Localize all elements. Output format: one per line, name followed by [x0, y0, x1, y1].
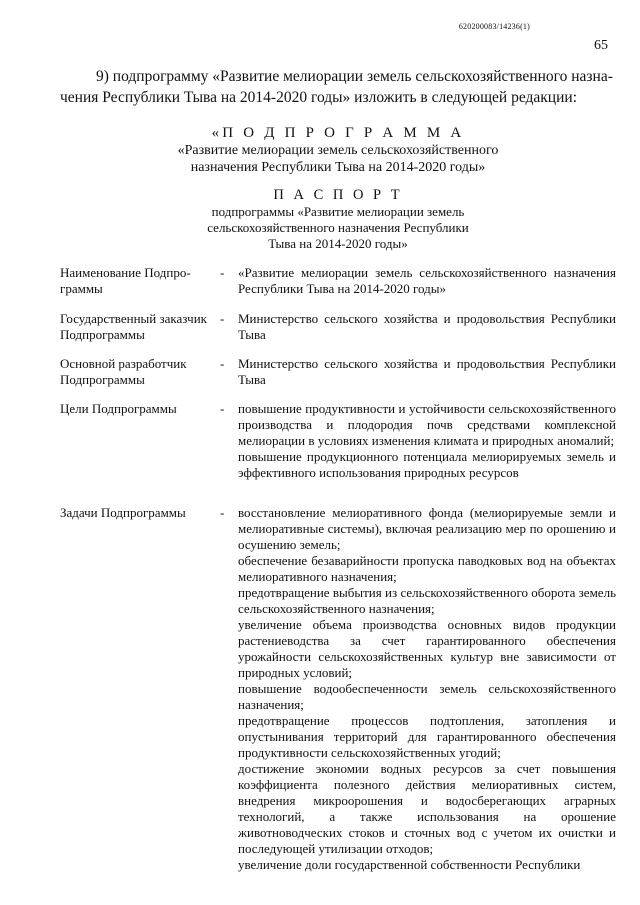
- row-label: [60, 311, 210, 343]
- subprogram-name-line-1: «Развитие мелиорации земель сельскохозяйственного: [177, 143, 499, 158]
- value-paragraph: «Развитие мелиорации земель сельскохозяйственного назначения Республики Тыва на 2014-2020 годы»: [238, 265, 616, 296]
- row-label-line-2: Подпрограммы: [60, 327, 145, 342]
- subprogram-title: «П О Д П Р О Г Р А М М А: [211, 125, 465, 141]
- row-value: [238, 401, 616, 481]
- row-label-line-1: Основной разработчик: [60, 356, 187, 371]
- passport-subtitle-line-1: подпрограммы «Развитие мелиорации земель: [211, 204, 465, 219]
- intro-paragraph: [60, 66, 616, 108]
- page-number: 65: [594, 38, 608, 53]
- document-code: 620200083/14236(1): [458, 22, 530, 31]
- row-label-line-1: Государственный заказчик: [60, 311, 207, 326]
- subprogram-name-line-2: назначения Республики Тыва на 2014-2020 годы»: [190, 160, 486, 175]
- row-dash: -: [220, 505, 225, 520]
- value-paragraph: повышение водообеспеченности земель сельскохозяйственного назначения;: [238, 681, 616, 712]
- row-label-line-1: Цели Подпрограммы: [60, 401, 177, 416]
- row-label: [60, 401, 210, 417]
- row-label: [60, 505, 210, 521]
- passport-heading: [60, 186, 616, 252]
- row-value: [238, 311, 616, 343]
- row-value: [238, 505, 616, 873]
- value-paragraph: Министерство сельского хозяйства и продовольствия Республики Тыва: [238, 356, 616, 387]
- value-paragraph: увеличение объема производства основных видов продукции растениеводства за счет гарантированного обеспечения урожайности сельскохозяйственных культур вне зависимости от природных условий;: [238, 617, 616, 680]
- value-paragraph: восстановление мелиоративного фонда (мелиорируемые земли и мелиоративные системы), включая реализацию мер по орошению и осушению земель;: [238, 505, 616, 552]
- subprogram-heading: [60, 124, 616, 176]
- passport-subtitle-line-3: Тыва на 2014-2020 годы»: [268, 236, 408, 251]
- value-paragraph: достижение экономии водных ресурсов за счет повышения коэффициента полезного действия мелиоративных систем, внедрения микроорошения и водосберегающих аграрных технологий, а также использования на орошение животноводческих стоков и сточных вод с учетом их очистки и последующей утилизации отходов;: [238, 761, 616, 856]
- intro-line-1: 9) подпрограмму «Развитие мелиорации земель сельскохозяйственного назна-: [96, 68, 613, 85]
- value-paragraph: увеличение доли государственной собственности Республики: [238, 857, 581, 872]
- row-value: [238, 265, 616, 297]
- value-paragraph: повышение продуктивности и устойчивости сельскохозяйственного производства и плодородия почв средствами комплексной мелиорации в условиях изменения климата и природных аномалий;: [238, 401, 616, 448]
- value-paragraph: предотвращение выбытия из сельскохозяйственного оборота земель сельскохозяйственного назначения;: [238, 585, 616, 616]
- passport-subtitle-line-2: сельскохозяйственного назначения Республики: [207, 220, 469, 235]
- row-dash: -: [220, 311, 225, 326]
- row-label-line-2: Подпрограммы: [60, 372, 145, 387]
- row-label-line-2: граммы: [60, 281, 103, 296]
- row-dash: -: [220, 401, 225, 416]
- value-paragraph: обеспечение безаварийности пропуска паводковых вод на объектах мелиоративного назначения;: [238, 553, 616, 584]
- row-label-line-1: Наименование Подпро-: [60, 265, 191, 280]
- value-paragraph: предотвращение процессов подтопления, затопления и опустынивания территорий для гарантированного обеспечения продуктивности сельскохозяйственных угодий;: [238, 713, 616, 760]
- passport-title: П А С П О Р Т: [273, 187, 403, 203]
- row-label-line-1: Задачи Подпрограммы: [60, 505, 186, 520]
- value-paragraph: повышение продукционного потенциала мелиорируемых земель и эффективного использования природных ресурсов: [238, 449, 616, 480]
- row-dash: -: [220, 356, 225, 371]
- row-value: [238, 356, 616, 388]
- row-label: [60, 265, 210, 297]
- value-paragraph: Министерство сельского хозяйства и продовольствия Республики Тыва: [238, 311, 616, 342]
- row-dash: -: [220, 265, 225, 280]
- intro-line-2: чения Республики Тыва на 2014-2020 годы» изложить в следующей редакции:: [60, 89, 578, 106]
- row-label: [60, 356, 210, 388]
